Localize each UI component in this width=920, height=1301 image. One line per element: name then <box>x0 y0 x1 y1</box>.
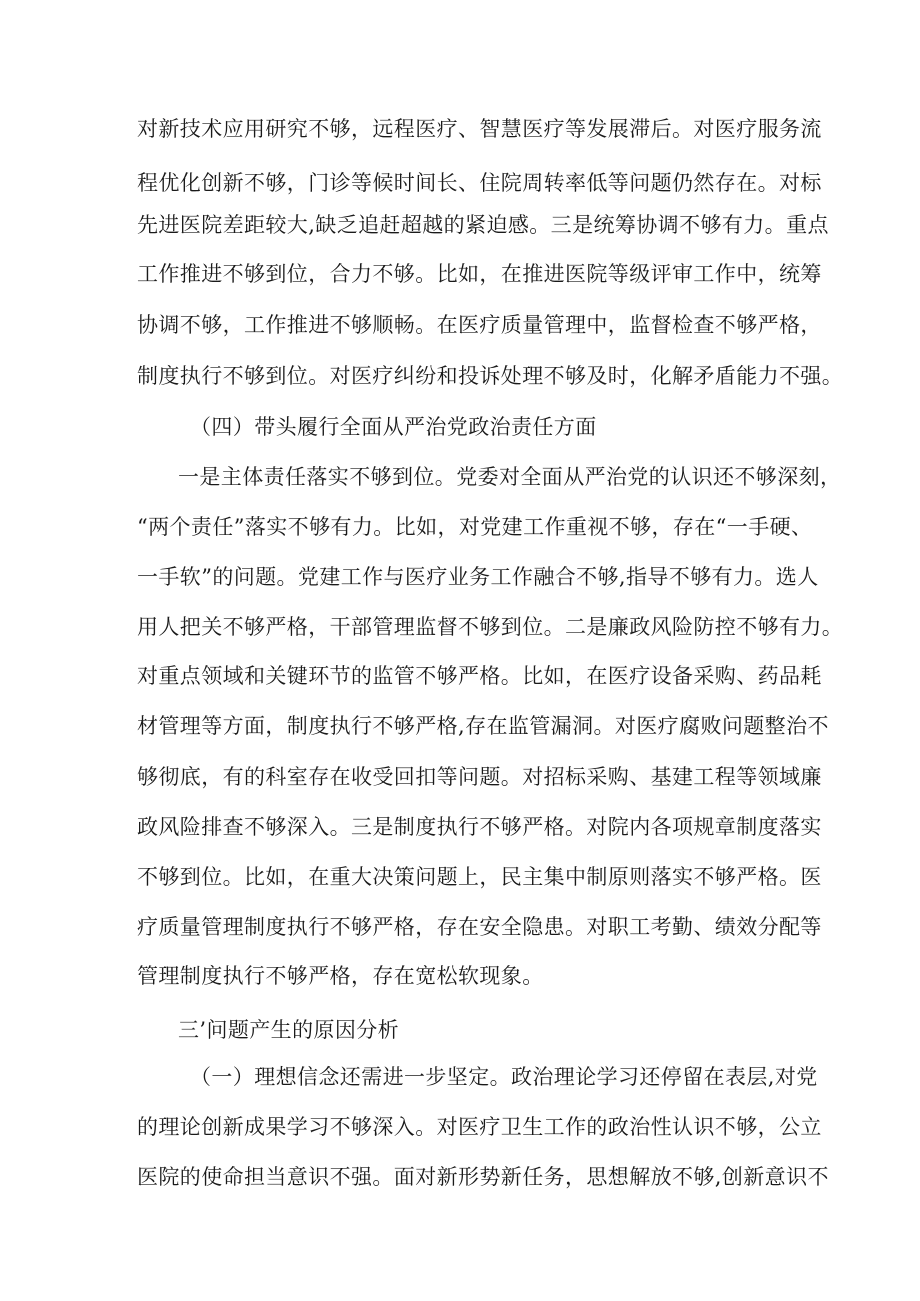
body-text-line: 一手软”的问题。党建工作与医疗业务工作融合不够,指导不够有力。选人 <box>137 565 819 589</box>
body-text-line: 疗质量管理制度执行不够严格，存在安全隐患。对职工考勤、绩效分配等 <box>137 915 822 939</box>
body-text-line: 用人把关不够严格，干部管理监督不够到位。二是廉政风险防控不够有力。 <box>137 615 844 639</box>
body-text-line: “两个责任”落实不够有力。比如，对党建工作重视不够，存在“一手硬、 <box>137 515 813 539</box>
body-text-line: 的理论创新成果学习不够深入。对医疗卫生工作的政治性认识不够，公立 <box>137 1115 822 1139</box>
body-text-line: 先进医院差距较大,缺乏追赶超越的紧迫感。三是统筹协调不够有力。重点 <box>137 213 829 237</box>
body-text-line: 协调不够，工作推进不够顺畅。在医疗质量管理中，监督检查不够严格， <box>137 313 822 337</box>
body-text-line: 程优化创新不够，门诊等候时间长、住院周转率低等问题仍然存在。对标 <box>137 171 822 195</box>
body-text-line: 不够到位。比如，在重大决策问题上，民主集中制原则落实不够严格。医 <box>137 865 822 889</box>
body-text-line: 工作推进不够到位，合力不够。比如，在推进医院等级评审工作中，统筹 <box>137 262 822 286</box>
body-text-line: 对新技术应用研究不够，远程医疗、智慧医疗等发展滞后。对医疗服务流 <box>137 117 822 141</box>
body-text-line: 管理制度执行不够严格，存在宽松软现象。 <box>137 964 544 988</box>
body-text-line: （一）理想信念还需进一步坚定。政治理论学习还停留在表层,对党 <box>190 1065 818 1089</box>
body-text-line: 制度执行不够到位。对医疗纠纷和投诉处理不够及时，化解矛盾能力不强。 <box>137 364 844 388</box>
body-text-line: 医院的使命担当意识不强。面对新形势新任务，思想解放不够,创新意识不 <box>137 1165 829 1189</box>
body-text-line: 材管理等方面，制度执行不够严格,存在监管漏洞。对医疗腐败问题整治不 <box>137 714 829 738</box>
section-heading: 三’问题产生的原因分析 <box>178 1018 400 1042</box>
body-text-line: 政风险排查不够深入。三是制度执行不够严格。对院内各项规章制度落实 <box>137 815 822 839</box>
section-heading: （四）带头履行全面从严治党政治责任方面 <box>190 415 597 439</box>
body-text-line: 对重点领域和关键环节的监管不够严格。比如，在医疗设备采购、药品耗 <box>137 664 822 688</box>
body-text-line: 一是主体责任落实不够到位。党委对全面从严治党的认识还不够深刻， <box>178 465 842 489</box>
body-text-line: 够彻底，有的科室存在收受回扣等问题。对招标采购、基建工程等领域廉 <box>137 765 822 789</box>
